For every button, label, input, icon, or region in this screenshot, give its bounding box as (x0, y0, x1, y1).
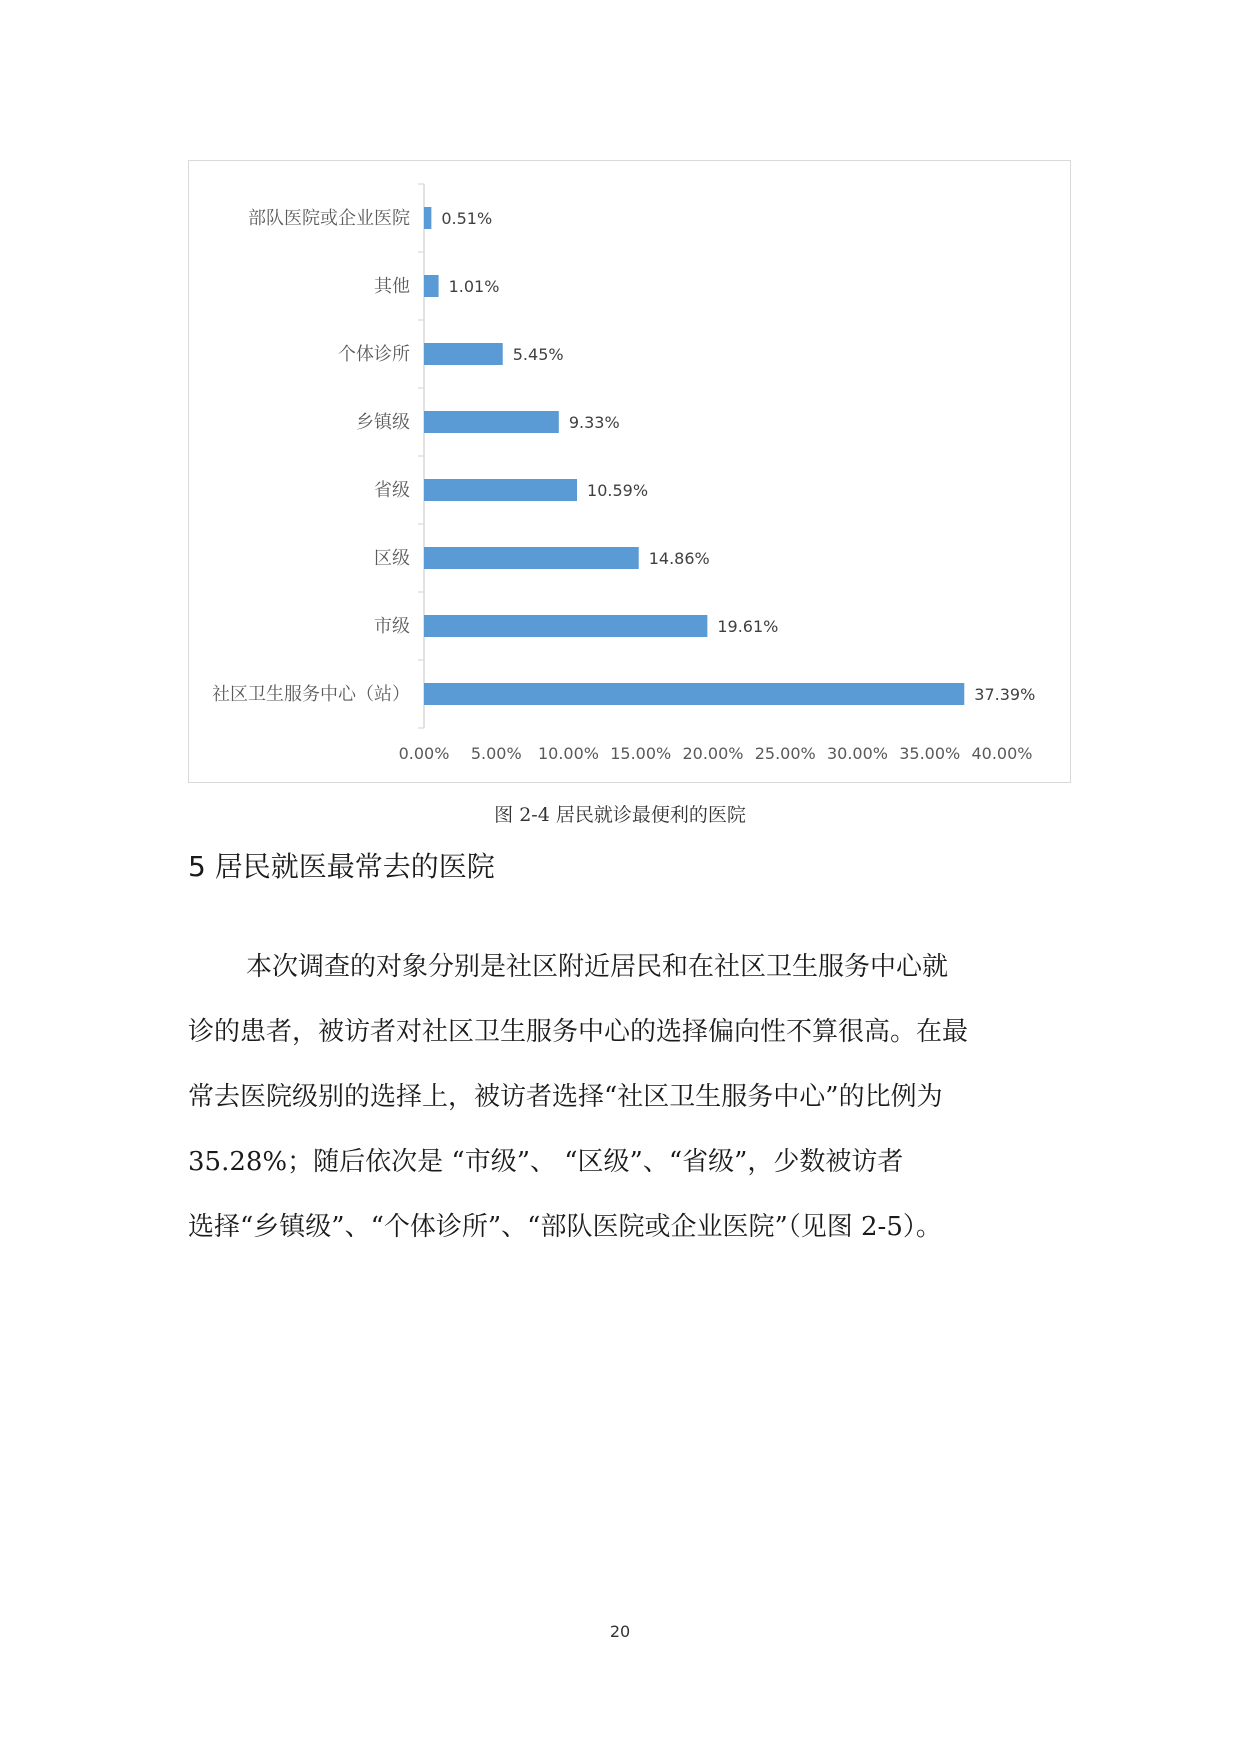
category-label: 乡镇级 (356, 412, 410, 433)
x-tick-label: 0.00% (398, 744, 450, 763)
category-label: 区级 (374, 548, 410, 569)
x-tick-label: 40.00% (971, 744, 1033, 763)
page-number: 20 (609, 1622, 631, 1641)
category-label: 市级 (374, 616, 410, 637)
bar-chart (188, 160, 1071, 783)
bar (424, 683, 964, 705)
body-line: 诊的患者，被访者对社区卫生服务中心的选择偏向性不算很高。在最 (188, 1017, 969, 1047)
figure-caption: 图 2-4 居民就诊最便利的医院 (494, 804, 746, 826)
category-label: 社区卫生服务中心（站） (212, 684, 410, 705)
data-label: 10.59% (587, 481, 649, 500)
data-label: 14.86% (648, 549, 710, 568)
category-label: 个体诊所 (338, 344, 410, 365)
x-tick-label: 30.00% (826, 744, 889, 763)
category-label: 其他 (374, 276, 410, 297)
x-tick-label: 20.00% (682, 744, 744, 763)
bar (424, 547, 639, 569)
body-line: 选择“乡镇级”、“个体诊所”、“部队医院或企业医院”（见图 2-5）。 (188, 1212, 942, 1242)
bar (424, 479, 577, 501)
bar (424, 411, 559, 433)
category-label: 部队医院或企业医院 (248, 208, 410, 229)
bar-chart-canvas (189, 161, 1069, 781)
x-tick-label: 10.00% (537, 744, 600, 763)
data-label: 37.39% (974, 685, 1036, 704)
x-tick-label: 35.00% (899, 744, 961, 763)
section-heading: 5 居民就医最常去的医院 (188, 850, 495, 883)
bar (424, 275, 439, 297)
data-label: 9.33% (568, 413, 620, 432)
data-label: 19.61% (717, 617, 779, 636)
body-line: 本次调查的对象分别是社区附近居民和在社区卫生服务中心就 (246, 952, 949, 982)
body-paragraph (188, 935, 1058, 1260)
bar (424, 207, 431, 229)
bar (424, 615, 707, 637)
category-label: 省级 (374, 480, 410, 501)
x-tick-label: 25.00% (754, 744, 816, 763)
x-tick-label: 5.00% (470, 744, 522, 763)
body-line: 35.28%；随后依次是 “市级”、 “区级”、“省级”，少数被访者 (188, 1147, 904, 1177)
x-tick-label: 15.00% (610, 744, 672, 763)
data-label: 1.01% (448, 277, 500, 296)
body-line: 常去医院级别的选择上，被访者选择“社区卫生服务中心”的比例为 (188, 1082, 943, 1112)
data-label: 5.45% (512, 345, 564, 364)
bar (424, 343, 503, 365)
data-label: 0.51% (441, 209, 493, 228)
